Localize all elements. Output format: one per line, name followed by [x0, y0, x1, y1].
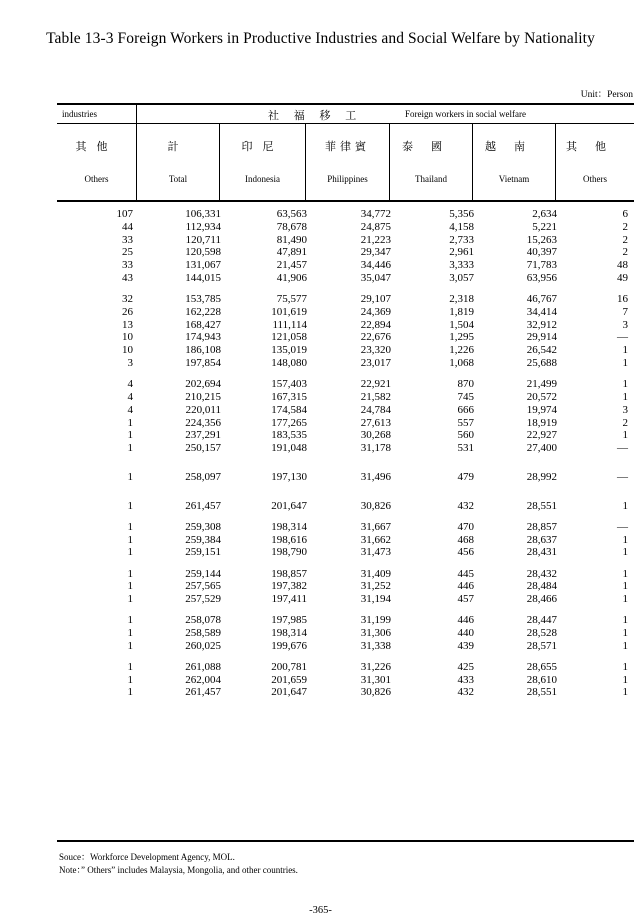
table-cell: 81,490 — [276, 233, 307, 246]
table-cell: 197,130 — [271, 470, 307, 483]
table-row — [57, 568, 634, 581]
table-cell: 457 — [457, 593, 474, 606]
table-cell: 666 — [457, 403, 474, 416]
table-cell: 23,017 — [360, 357, 391, 370]
table-cell: 220,011 — [185, 403, 221, 416]
table-cell: 1 — [622, 390, 628, 403]
table-cell: 1,226 — [449, 344, 474, 357]
table-cell: 27,613 — [360, 416, 391, 429]
table-row — [57, 344, 634, 357]
table-cell: 28,857 — [526, 520, 557, 533]
table-row — [57, 614, 634, 627]
column-header-total: 計 Total — [167, 141, 189, 184]
column-header-philippines: 菲律賓 Philippines — [325, 141, 370, 184]
table-cell: — — [617, 442, 628, 455]
table-cell: 197,411 — [271, 593, 307, 606]
table-cell: 197,985 — [271, 614, 307, 627]
table-cell: 1 — [622, 639, 628, 652]
table-bottom-rule — [57, 840, 634, 842]
table-cell: 48 — [617, 259, 628, 272]
table-cell: 183,535 — [271, 429, 307, 442]
table-cell: 3,057 — [449, 271, 474, 284]
table-cell: 21,223 — [360, 233, 391, 246]
table-row — [57, 319, 634, 332]
table-cell: 468 — [457, 533, 474, 546]
table-row — [57, 674, 634, 687]
table-cell: — — [617, 470, 628, 483]
table-cell: 1 — [127, 429, 133, 442]
table-cell: 24,784 — [360, 403, 391, 416]
table-cell: 1 — [622, 357, 628, 370]
table-cell: 15,263 — [526, 233, 557, 246]
table-cell: 29,347 — [360, 246, 391, 259]
table-cell: 5,356 — [449, 208, 474, 220]
table-top-rule — [57, 103, 634, 105]
column-header-vietnam: 越南 Vietnam — [485, 141, 543, 184]
table-cell: 1 — [127, 639, 133, 652]
table-row — [57, 686, 634, 699]
table-cell: 153,785 — [185, 293, 221, 306]
table-cell: 24,369 — [360, 305, 391, 318]
table-cell: 34,446 — [360, 259, 391, 272]
table-cell: 21,582 — [360, 390, 391, 403]
table-cell: 1 — [127, 580, 133, 593]
table-cell: 20,572 — [526, 390, 557, 403]
table-cell: 1 — [127, 627, 133, 639]
table-cell: 258,589 — [185, 627, 221, 639]
table-cell: 201,659 — [271, 673, 307, 686]
table-cell: 26 — [122, 305, 133, 318]
table-cell: 2 — [622, 220, 628, 233]
table-cell: 432 — [457, 499, 474, 512]
table-cell: 3 — [622, 318, 628, 331]
table-cell: 63,563 — [276, 208, 307, 220]
table-row — [57, 378, 634, 391]
table-row — [57, 546, 634, 559]
table-cell: 78,678 — [276, 220, 307, 233]
table-cell: 1 — [127, 614, 133, 627]
table-cell: 1 — [127, 470, 133, 483]
table-cell: 261,457 — [185, 686, 221, 699]
table-cell: 162,228 — [185, 305, 221, 318]
table-cell: 31,226 — [360, 660, 391, 673]
table-row — [57, 331, 634, 344]
table-cell: 22,927 — [526, 429, 557, 442]
table-cell: 197,854 — [185, 357, 221, 370]
column-header-indonesia: 印尼 Indonesia — [241, 141, 284, 184]
column-header-thailand: 泰國 Thailand — [402, 141, 460, 184]
table-cell: 148,080 — [271, 357, 307, 370]
table-cell: 121,058 — [271, 331, 307, 344]
table-cell: 198,857 — [271, 567, 307, 580]
table-cell: 34,772 — [360, 208, 391, 220]
table-row — [57, 404, 634, 417]
table-cell: 44 — [122, 220, 133, 233]
table-row — [57, 442, 634, 455]
table-cell: 1 — [622, 627, 628, 639]
table-cell: 191,048 — [271, 442, 307, 455]
table-cell: 1 — [622, 533, 628, 546]
table-cell: 1 — [127, 499, 133, 512]
table-cell: 1 — [622, 614, 628, 627]
table-cell: 31,662 — [360, 533, 391, 546]
table-cell: 24,875 — [360, 220, 391, 233]
table-cell: 41,906 — [276, 271, 307, 284]
table-cell: 177,265 — [271, 416, 307, 429]
table-cell: 28,447 — [526, 614, 557, 627]
table-cell: 168,427 — [185, 318, 221, 331]
table-cell: 30,268 — [360, 429, 391, 442]
table-cell: 1,295 — [449, 331, 474, 344]
table-cell: 1 — [127, 416, 133, 429]
table-cell: 31,409 — [360, 567, 391, 580]
table-cell: 1 — [127, 673, 133, 686]
table-cell: 31,199 — [360, 614, 391, 627]
table-cell: 560 — [457, 429, 474, 442]
table-cell: 1 — [622, 580, 628, 593]
unit-label: Unit：Person — [580, 90, 633, 100]
table-row — [57, 429, 634, 442]
table-cell: 35,047 — [360, 271, 391, 284]
table-cell: 1 — [622, 499, 628, 512]
table-cell: 1,819 — [449, 305, 474, 318]
table-cell: 49 — [617, 271, 628, 284]
table-cell: 1 — [622, 673, 628, 686]
table-cell: 5,221 — [532, 220, 557, 233]
table-cell: 21,457 — [276, 259, 307, 272]
table-cell: 201,647 — [271, 686, 307, 699]
table-cell: 259,144 — [185, 567, 221, 580]
table-cell: 75,577 — [276, 293, 307, 306]
table-row — [57, 246, 634, 259]
table-cell: 1 — [622, 593, 628, 606]
table-cell: 259,151 — [185, 546, 221, 559]
table-row — [57, 208, 634, 221]
table-cell: 135,019 — [271, 344, 307, 357]
table-cell: 43 — [122, 271, 133, 284]
table-cell: 1 — [127, 442, 133, 455]
table-cell: 31,178 — [360, 442, 391, 455]
table-cell: 198,314 — [271, 520, 307, 533]
table-cell: 262,004 — [185, 673, 221, 686]
table-cell: 120,598 — [185, 246, 221, 259]
table-cell: 47,891 — [276, 246, 307, 259]
table-cell: 198,616 — [271, 533, 307, 546]
table-cell: 259,308 — [185, 520, 221, 533]
table-row — [57, 640, 634, 653]
table-cell: 257,565 — [185, 580, 221, 593]
table-cell: — — [617, 520, 628, 533]
table-cell: 31,301 — [360, 673, 391, 686]
table-cell: 22,676 — [360, 331, 391, 344]
table-cell: 28,637 — [526, 533, 557, 546]
table-cell: 425 — [457, 660, 474, 673]
table-cell: 1 — [622, 686, 628, 699]
table-cell: 6 — [622, 208, 628, 220]
table-row — [57, 500, 634, 513]
table-cell: 28,528 — [526, 627, 557, 639]
header-bottom-rule — [57, 200, 634, 202]
table-cell: 32 — [122, 293, 133, 306]
table-cell: 30,826 — [360, 686, 391, 699]
table-cell: 28,466 — [526, 593, 557, 606]
table-cell: 3 — [127, 357, 133, 370]
table-cell: 1 — [622, 429, 628, 442]
table-cell: 2 — [622, 416, 628, 429]
table-row — [57, 293, 634, 306]
table-cell: 479 — [457, 470, 474, 483]
table-cell: 1,068 — [449, 357, 474, 370]
table-cell: 19,974 — [526, 403, 557, 416]
table-cell: 258,078 — [185, 614, 221, 627]
table-cell: 22,921 — [360, 378, 391, 391]
table-cell: 202,694 — [185, 378, 221, 391]
table-cell: 1 — [127, 546, 133, 559]
table-cell: 30,826 — [360, 499, 391, 512]
table-cell: 31,667 — [360, 520, 391, 533]
table-cell: 4 — [127, 403, 133, 416]
table-cell: 111,114 — [272, 318, 307, 331]
table-cell: 28,992 — [526, 470, 557, 483]
table-cell: 1 — [127, 593, 133, 606]
table-cell: 26,542 — [526, 344, 557, 357]
table-cell: 1 — [127, 567, 133, 580]
table-row — [57, 534, 634, 547]
table-cell: — — [617, 331, 628, 344]
table-cell: 257,529 — [185, 593, 221, 606]
table-cell: 112,934 — [185, 220, 221, 233]
table-cell: 440 — [457, 627, 474, 639]
table-cell: 22,894 — [360, 318, 391, 331]
table-cell: 28,431 — [526, 546, 557, 559]
table-cell: 259,384 — [185, 533, 221, 546]
table-cell: 186,108 — [185, 344, 221, 357]
table-cell: 531 — [457, 442, 474, 455]
table-cell: 27,400 — [526, 442, 557, 455]
table-cell: 1 — [127, 533, 133, 546]
table-cell: 28,610 — [526, 673, 557, 686]
table-cell: 261,088 — [185, 660, 221, 673]
table-cell: 1 — [622, 567, 628, 580]
table-cell: 1,504 — [449, 318, 474, 331]
table-row — [57, 627, 634, 640]
column-header-others: 其他 Others — [566, 141, 624, 184]
table-row — [57, 661, 634, 674]
column-header-others-industry: 其他 Others — [75, 141, 118, 184]
group-label-zh: 社 福 移 工 — [268, 110, 363, 122]
table-cell: 10 — [122, 344, 133, 357]
table-cell: 1 — [622, 344, 628, 357]
table-cell: 28,551 — [526, 499, 557, 512]
table-cell: 237,291 — [185, 429, 221, 442]
table-row — [57, 580, 634, 593]
table-cell: 31,473 — [360, 546, 391, 559]
table-cell: 25 — [122, 246, 133, 259]
table-cell: 71,783 — [526, 259, 557, 272]
table-cell: 210,215 — [185, 390, 221, 403]
table-cell: 456 — [457, 546, 474, 559]
table-cell: 63,956 — [526, 271, 557, 284]
table-row — [57, 391, 634, 404]
table-cell: 28,484 — [526, 580, 557, 593]
table-cell: 174,584 — [271, 403, 307, 416]
table-cell: 167,315 — [271, 390, 307, 403]
table-cell: 1 — [127, 520, 133, 533]
table-row — [57, 306, 634, 319]
table-cell: 106,331 — [185, 208, 221, 220]
table-cell: 31,306 — [360, 627, 391, 639]
table-cell: 4,158 — [449, 220, 474, 233]
industries-label: industries — [62, 109, 97, 119]
table-cell: 34,414 — [526, 305, 557, 318]
table-cell: 1 — [127, 660, 133, 673]
table-cell: 250,157 — [185, 442, 221, 455]
table-cell: 1 — [622, 378, 628, 391]
table-cell: 445 — [457, 567, 474, 580]
table-cell: 432 — [457, 686, 474, 699]
header-mid-rule — [57, 123, 634, 124]
table-cell: 4 — [127, 378, 133, 391]
table-cell: 18,919 — [526, 416, 557, 429]
table-row — [57, 471, 634, 484]
table-row — [57, 417, 634, 430]
table-cell: 31,338 — [360, 639, 391, 652]
table-cell: 198,790 — [271, 546, 307, 559]
table-cell: 2 — [622, 233, 628, 246]
table-cell: 446 — [457, 614, 474, 627]
table-cell: 1 — [622, 660, 628, 673]
table-cell: 21,499 — [526, 378, 557, 391]
table-cell: 2,733 — [449, 233, 474, 246]
table-cell: 1 — [127, 686, 133, 699]
table-row — [57, 221, 634, 234]
table-cell: 745 — [457, 390, 474, 403]
table-cell: 260,025 — [185, 639, 221, 652]
table-cell: 10 — [122, 331, 133, 344]
table-cell: 31,496 — [360, 470, 391, 483]
table-cell: 33 — [122, 233, 133, 246]
table-cell: 157,403 — [271, 378, 307, 391]
page-number: -365- — [309, 905, 332, 916]
table-cell: 31,194 — [360, 593, 391, 606]
table-cell: 120,711 — [185, 233, 221, 246]
table-row — [57, 521, 634, 534]
table-cell: 557 — [457, 416, 474, 429]
group-label-en: Foreign workers in social welfare — [405, 109, 526, 119]
table-row — [57, 272, 634, 285]
table-cell: 2,318 — [449, 293, 474, 306]
table-row — [57, 357, 634, 370]
table-cell: 32,912 — [526, 318, 557, 331]
table-cell: 31,252 — [360, 580, 391, 593]
table-cell: 200,781 — [271, 660, 307, 673]
table-cell: 439 — [457, 639, 474, 652]
table-cell: 7 — [622, 305, 628, 318]
table-cell: 131,067 — [185, 259, 221, 272]
table-cell: 201,647 — [271, 499, 307, 512]
table-cell: 4 — [127, 390, 133, 403]
table-cell: 33 — [122, 259, 133, 272]
table-row — [57, 593, 634, 606]
table-cell: 1 — [622, 546, 628, 559]
table-cell: 2 — [622, 246, 628, 259]
table-cell: 144,015 — [185, 271, 221, 284]
table-cell: 3 — [622, 403, 628, 416]
table-cell: 870 — [457, 378, 474, 391]
table-cell: 2,961 — [449, 246, 474, 259]
table-cell: 46,767 — [526, 293, 557, 306]
table-cell: 433 — [457, 673, 474, 686]
table-cell: 174,943 — [185, 331, 221, 344]
table-row — [57, 234, 634, 247]
table-body — [57, 208, 634, 699]
page-title: Table 13-3 Foreign Workers in Productive Industries and Social Welfare by Nationality — [46, 30, 595, 47]
table-cell: 224,356 — [185, 416, 221, 429]
table-cell: 28,432 — [526, 567, 557, 580]
table-cell: 29,914 — [526, 331, 557, 344]
table-row — [57, 259, 634, 272]
table-cell: 446 — [457, 580, 474, 593]
table-cell: 199,676 — [271, 639, 307, 652]
table-cell: 101,619 — [271, 305, 307, 318]
table-cell: 13 — [122, 318, 133, 331]
table-cell: 28,571 — [526, 639, 557, 652]
source-note: Souce：Workforce Development Agency, MOL. — [59, 852, 235, 862]
table-cell: 107 — [116, 208, 133, 220]
table-cell: 29,107 — [360, 293, 391, 306]
table-cell: 40,397 — [526, 246, 557, 259]
table-cell: 258,097 — [185, 470, 221, 483]
table-cell: 28,655 — [526, 660, 557, 673]
table-cell: 2,634 — [532, 208, 557, 220]
table-cell: 28,551 — [526, 686, 557, 699]
table-cell: 470 — [457, 520, 474, 533]
table-cell: 198,314 — [271, 627, 307, 639]
others-note: Note：” Others” includes Malaysia, Mongolia, and other countries. — [59, 865, 298, 875]
table-cell: 23,320 — [360, 344, 391, 357]
table-cell: 197,382 — [271, 580, 307, 593]
table-cell: 261,457 — [185, 499, 221, 512]
table-cell: 25,688 — [526, 357, 557, 370]
table-cell: 16 — [617, 293, 628, 306]
table-cell: 3,333 — [449, 259, 474, 272]
